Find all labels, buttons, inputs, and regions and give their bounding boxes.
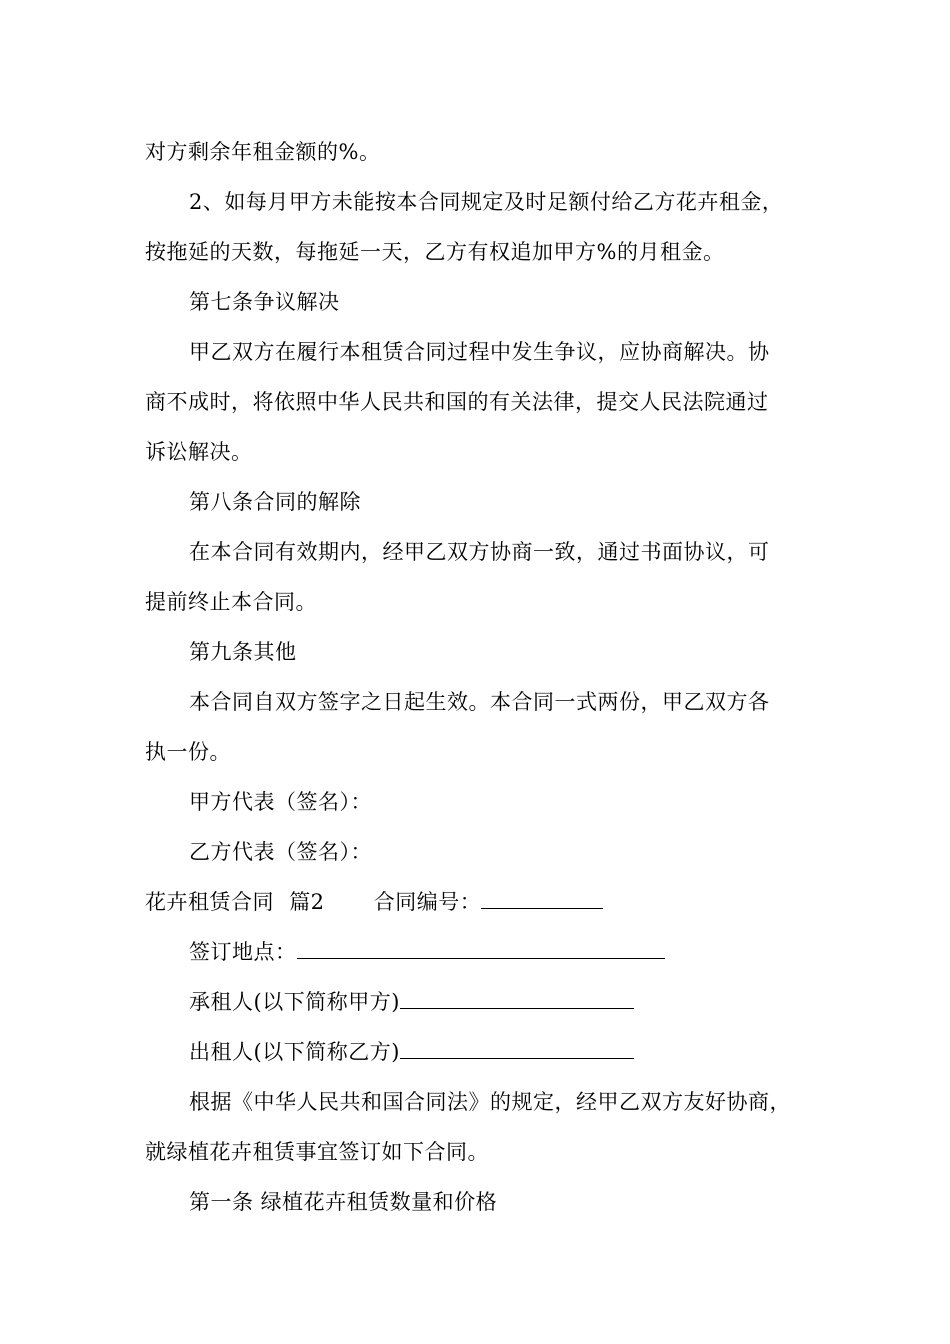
section-heading: 第七条争议解决 <box>189 290 340 314</box>
lessee-field <box>189 988 859 1016</box>
section-heading: 第一条 绿植花卉租赁数量和价格 <box>189 1190 498 1214</box>
paragraph-line: 在本合同有效期内，经甲乙双方协商一致，通过书面协议，可 <box>189 540 770 564</box>
paragraph-line: 按拖延的天数，每拖延一天，乙方有权追加甲方%的月租金。 <box>145 240 725 264</box>
lessee-label: 承租人(以下简称甲方) <box>189 990 400 1014</box>
place-label: 签订地点： <box>189 940 297 964</box>
contract-part: 篇2 <box>289 890 325 914</box>
lessor-field <box>189 1038 859 1066</box>
paragraph-line: 根据《中华人民共和国合同法》的规定，经甲乙双方友好协商， <box>189 1090 791 1114</box>
contract-number-label: 合同编号： <box>373 890 482 914</box>
paragraph-line: 2、如每月甲方未能按本合同规定及时足额付给乙方花卉租金， <box>189 190 784 214</box>
contract-number-blank <box>481 888 603 909</box>
paragraph-line: 就绿植花卉租赁事宜签订如下合同。 <box>145 1140 489 1164</box>
section-heading: 第九条其他 <box>189 640 297 664</box>
section-heading: 第八条合同的解除 <box>189 490 361 514</box>
paragraph-line: 本合同自双方签字之日起生效。本合同一式两份，甲乙双方各 <box>189 690 770 714</box>
lessor-label: 出租人(以下简称乙方) <box>189 1040 400 1064</box>
place-field <box>189 938 859 966</box>
signature-line-party-a: 甲方代表（签名）： <box>189 790 372 814</box>
lessee-blank <box>400 988 634 1009</box>
paragraph-line: 商不成时，将依照中华人民共和国的有关法律，提交人民法院通过 <box>145 390 769 414</box>
lessor-blank <box>400 1038 634 1059</box>
contract-title: 花卉租赁合同 <box>145 890 274 914</box>
paragraph-line: 诉讼解决。 <box>145 440 253 464</box>
paragraph-line: 提前终止本合同。 <box>145 590 317 614</box>
paragraph-line: 对方剩余年租金额的%。 <box>145 140 381 164</box>
paragraph-line: 甲乙双方在履行本租赁合同过程中发生争议，应协商解决。协 <box>189 340 770 364</box>
place-blank <box>297 938 665 959</box>
signature-line-party-b: 乙方代表（签名）： <box>189 840 372 864</box>
contract-header <box>145 888 815 916</box>
paragraph-line: 执一份。 <box>145 740 231 764</box>
